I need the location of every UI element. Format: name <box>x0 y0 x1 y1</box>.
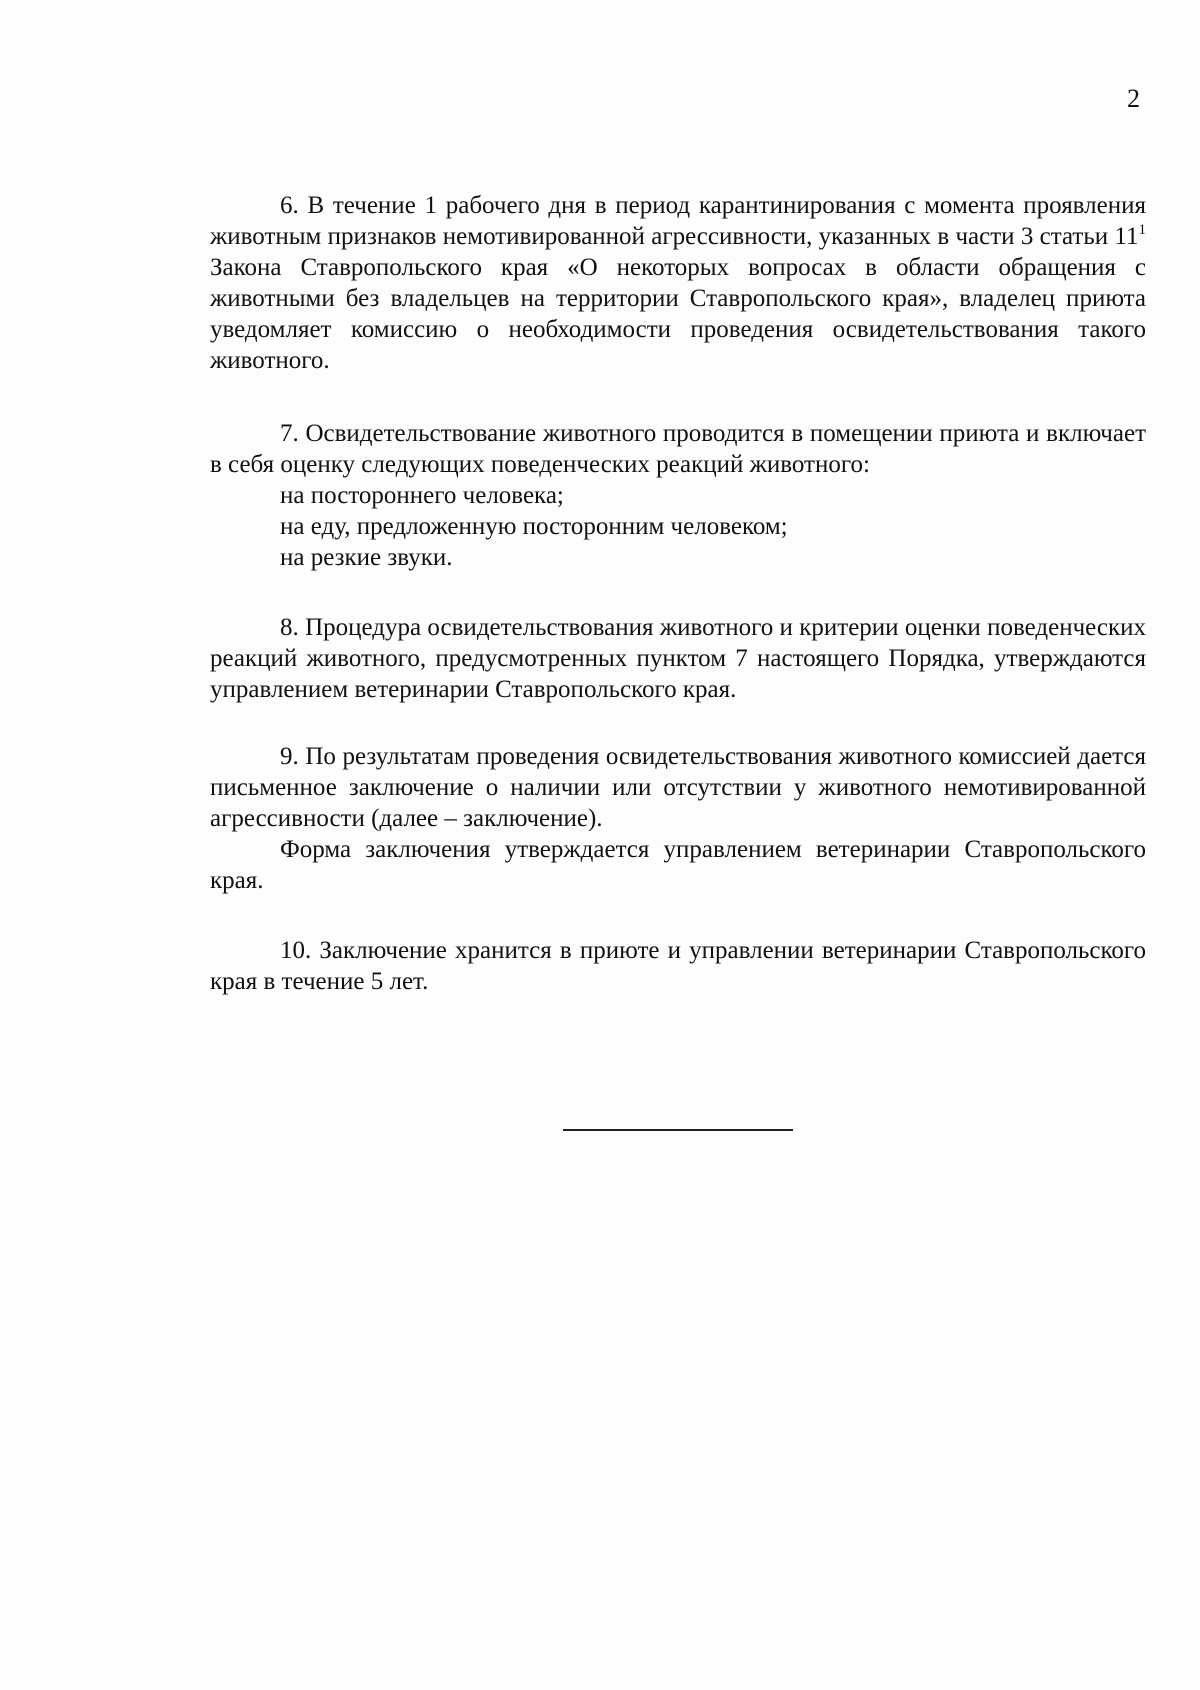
paragraph-6 <box>210 190 1146 376</box>
paragraph-7-item: на постороннего человека; <box>280 482 564 509</box>
paragraph-7-item: на еду, предложенную посторонним человеком; <box>280 513 788 540</box>
end-divider-line <box>563 1129 793 1131</box>
paragraph-6-text-b: Закона Ставропольского края «О некоторых вопросах в области обращения с животными без владельцев на территории Ставропольского края», владелец приюта уведомляет комиссию о необходимости проведения освидетельствования такого животного. <box>210 254 1146 374</box>
paragraph-10 <box>210 935 1146 997</box>
paragraph-6-text <box>210 190 1146 376</box>
paragraph-9-text-2: Форма заключения утверждается управлением ветеринарии Ставропольского края. <box>210 836 1146 894</box>
paragraph-7-intro: 7. Освидетельствование животного проводится в помещении приюта и включает в себя оценку следующих поведенческих реакций животного: <box>210 420 1146 478</box>
page-number: 2 <box>1127 84 1140 113</box>
paragraph-7 <box>210 418 1146 573</box>
paragraph-8-text: 8. Процедура освидетельствования животного и критерии оценки поведенческих реакций животного, предусмотренных пунктом 7 настоящего Порядка, утверждаются управлением ветеринарии Ставропольского края. <box>210 614 1146 703</box>
paragraph-6-superscript: 1 <box>1138 222 1146 238</box>
paragraph-9-text: 9. По результатам проведения освидетельствования животного комиссией дается письменное заключение о наличии или отсутствии у животного немотивированной агрессивности (далее – заключение). <box>210 743 1146 832</box>
paragraph-10-text: 10. Заключение хранится в приюте и управлении ветеринарии Ставропольского края в течение 5 лет. <box>210 937 1146 995</box>
paragraph-6-text-a: 6. В течение 1 рабочего дня в период карантинирования с момента проявления животным признаков немотивированной агрессивности, указанных в части 3 статьи 11 <box>210 192 1146 250</box>
paragraph-7-item: на резкие звуки. <box>280 544 453 571</box>
paragraph-9 <box>210 741 1146 896</box>
paragraph-8 <box>210 612 1146 705</box>
